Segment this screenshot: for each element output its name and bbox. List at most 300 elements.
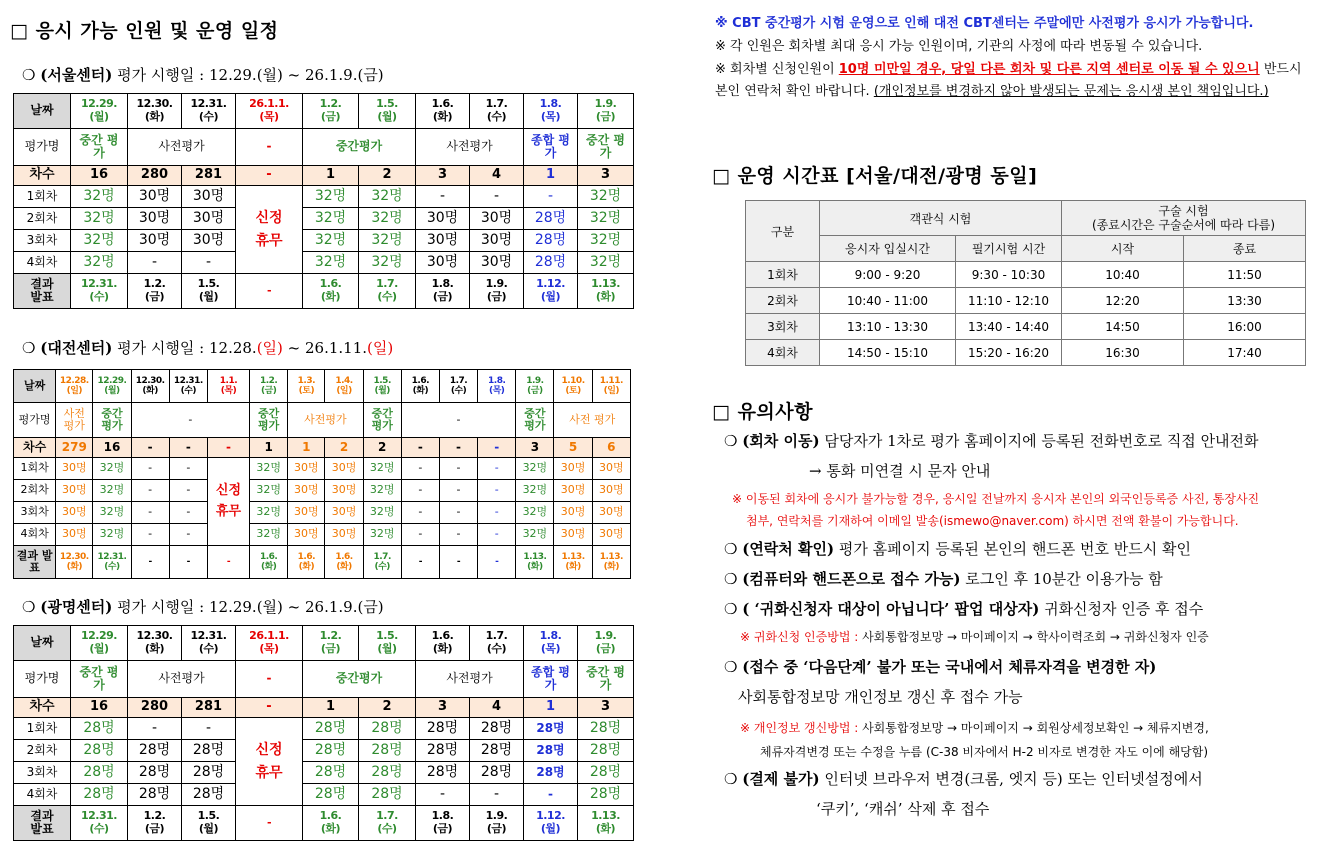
capacity-cell: 28명 — [71, 740, 128, 762]
date-cell-date: 1.5. — [376, 97, 398, 111]
capacity-cell: 32명 — [250, 502, 288, 524]
seoul-center-label: (서울센터) — [40, 66, 113, 84]
type-cell: 중간 평가 — [578, 129, 634, 166]
round-label: 1회차 — [14, 186, 71, 208]
gwangmyeong-title-line — [22, 596, 384, 617]
timetable-row — [746, 262, 1306, 288]
date-cell-date: 1.11. — [599, 375, 623, 386]
capacity-cell: 28명 — [524, 718, 578, 740]
date-cell — [71, 94, 128, 129]
capacity-cell: 28명 — [359, 762, 416, 784]
capacity-cell: 30명 — [128, 186, 182, 208]
capacity-cell: 30명 — [592, 502, 630, 524]
date-cell-weekday: (수) — [450, 386, 467, 396]
capacity-cell: 28명 — [524, 252, 578, 274]
result-cell-date: - — [266, 815, 272, 829]
capacity-cell: - — [478, 524, 516, 546]
capacity-cell: 30명 — [325, 502, 363, 524]
type-row — [14, 129, 634, 166]
caution-contact: ❍ (연락처 확인) 평가 홈페이지 등록된 본인의 핸드폰 번호 반드시 확인 — [724, 540, 1192, 558]
result-cell-weekday: (월) — [540, 822, 561, 835]
date-cell — [303, 94, 359, 129]
capacity-cell: 28명 — [470, 762, 524, 784]
result-cell-date: - — [266, 283, 272, 297]
result-cell — [416, 274, 470, 309]
round-label: 3회차 — [14, 762, 71, 784]
capacity-cell: 28명 — [416, 718, 470, 740]
capacity-cell: 30명 — [56, 480, 93, 502]
date-cell — [401, 370, 439, 403]
capacity-cell: 32명 — [93, 458, 131, 480]
date-cell — [128, 94, 182, 129]
result-cell-date: 1.6. — [335, 551, 353, 562]
result-cell — [236, 806, 303, 841]
cha-label: 차수 — [14, 698, 71, 718]
caution-round-move-text: 담당자가 1차로 평가 홈페이지에 등록된 전화번호로 직접 안내전화 — [819, 432, 1259, 450]
caution-naturalization: ❍ ( ‘귀화신청자 대상이 아닙니다’ 팝업 대상자) 귀화신청자 인증 후 접수 — [724, 600, 1204, 618]
date-cell-weekday: (수) — [180, 386, 197, 396]
capacity-cell: 32명 — [516, 502, 554, 524]
date-cell — [56, 370, 93, 403]
capacity-cell: 30명 — [416, 208, 470, 230]
result-cell-weekday: (월) — [540, 290, 561, 303]
cha-cell: 4 — [470, 166, 524, 186]
round-row — [14, 784, 634, 806]
result-cell-weekday: (금) — [432, 290, 453, 303]
result-label: 결과 발표 — [14, 546, 56, 579]
result-cell-weekday: (화) — [320, 290, 341, 303]
daejeon-period-a: 평가 시행일 : 12.28. — [117, 339, 257, 357]
result-cell — [359, 274, 416, 309]
result-cell-weekday: (화) — [565, 562, 581, 572]
capacity-cell: 32명 — [578, 252, 634, 274]
round-row — [14, 252, 634, 274]
capacity-cell: 32명 — [250, 480, 288, 502]
gwangmyeong-period: 평가 시행일 : 12.29.(월) ~ 26.1.9.(금) — [117, 598, 384, 616]
result-cell — [288, 546, 325, 579]
capacity-cell: - — [131, 458, 169, 480]
capacity-cell: 32명 — [93, 502, 131, 524]
date-cell-date: 26.1.1. — [249, 629, 289, 643]
capacity-cell: 32명 — [359, 208, 416, 230]
date-cell-weekday: (목) — [220, 386, 237, 396]
result-label: 결과 발표 — [14, 806, 71, 841]
capacity-cell: - — [131, 502, 169, 524]
result-cell-date: 1.6. — [259, 551, 278, 562]
result-cell-date: - — [186, 556, 190, 567]
type-row — [14, 661, 634, 698]
notice-capacity: ※ 각 인원은 회차별 최대 응시 가능 인원이며, 기관의 사정에 따라 변동될 수 있습니다. — [715, 38, 1203, 54]
result-cell — [207, 546, 249, 579]
result-cell-date: 1.12. — [536, 277, 565, 291]
capacity-cell: 32명 — [71, 186, 128, 208]
daejeon-period-b: (일) — [256, 339, 283, 357]
capacity-cell: - — [478, 502, 516, 524]
timetable-entry: 9:00 - 9:20 — [820, 262, 956, 288]
date-label: 날짜 — [14, 626, 71, 661]
timetable-row — [746, 340, 1306, 366]
cha-cell: 281 — [182, 166, 236, 186]
caution-next-step-note-path: 사회통합정보망 → 마이페이지 → 회원상세정보확인 → 체류지변경, — [862, 721, 1209, 735]
result-label: 결과 발표 — [14, 274, 71, 309]
type-row — [14, 403, 631, 438]
date-cell-date: 1.7. — [449, 375, 468, 386]
cha-cell: 3 — [416, 698, 470, 718]
round-label: 4회차 — [14, 784, 71, 806]
capacity-cell: 32명 — [303, 252, 359, 274]
date-cell — [288, 370, 325, 403]
date-cell-weekday: (금) — [527, 386, 543, 396]
capacity-cell: 32명 — [363, 502, 401, 524]
timetable-test: 15:20 - 16:20 — [956, 340, 1062, 366]
timetable-end: 11:50 — [1184, 262, 1306, 288]
result-cell-date: 12.31. — [81, 809, 117, 823]
caution-round-move-arrow: → 통화 미연결 시 문자 안내 — [809, 462, 991, 480]
result-cell-date: - — [148, 556, 152, 567]
round-label: 1회차 — [14, 718, 71, 740]
date-cell-weekday: (목) — [259, 110, 279, 123]
caution-refund-note-2: 첨부, 연락처를 기재하여 이메일 발송(ismewo@naver.com) 하시면 전액 환불이 가능합니다. — [746, 514, 1239, 528]
capacity-cell: 32명 — [578, 230, 634, 252]
date-cell-date: 1.9. — [594, 629, 617, 643]
result-cell — [470, 274, 524, 309]
result-cell-date: - — [226, 556, 231, 567]
bullet-icon: ❍ — [22, 598, 36, 616]
date-cell — [470, 94, 524, 129]
result-cell-weekday: (수) — [89, 822, 109, 835]
timetable-end: 16:00 — [1184, 314, 1306, 340]
result-cell-date: 1.13. — [523, 551, 547, 562]
timetable-col-test: 필기시험 시간 — [956, 236, 1062, 262]
date-cell — [236, 94, 303, 129]
round-row — [14, 524, 631, 546]
date-cell-date: 1.7. — [485, 97, 508, 111]
round-row — [14, 718, 634, 740]
daejeon-period-c: ~ 26.1.11. — [282, 339, 368, 357]
result-cell — [250, 546, 288, 579]
capacity-cell: 30명 — [592, 458, 630, 480]
result-cell-date: 1.7. — [376, 809, 398, 823]
type-cell: 중간평가 — [303, 129, 416, 166]
cha-cell: 4 — [470, 698, 524, 718]
result-cell — [524, 806, 578, 841]
capacity-cell: 32명 — [516, 524, 554, 546]
capacity-cell: 30명 — [56, 524, 93, 546]
type-cell: 중간평가 — [303, 661, 416, 698]
cha-cell: 5 — [554, 438, 592, 458]
result-cell-date: 1.7. — [376, 277, 398, 291]
date-row — [14, 626, 634, 661]
result-cell — [359, 806, 416, 841]
date-cell-date: 1.8. — [488, 375, 506, 386]
capacity-cell: 30명 — [288, 480, 325, 502]
caution-device-text: 로그인 후 10분간 이용가능 함 — [960, 570, 1163, 588]
round-label: 3회차 — [14, 502, 56, 524]
capacity-cell: 30명 — [470, 208, 524, 230]
result-cell-date: 1.13. — [561, 551, 585, 562]
capacity-cell: 30명 — [288, 458, 325, 480]
result-cell-weekday: (금) — [144, 822, 165, 835]
capacity-cell: 32명 — [93, 480, 131, 502]
capacity-cell: 30명 — [470, 252, 524, 274]
result-cell-date: - — [418, 556, 422, 567]
type-cell: - — [401, 403, 516, 438]
caution-contact-title: (연락처 확인) — [742, 540, 835, 558]
capacity-cell: - — [524, 186, 578, 208]
timetable-col-written: 객관식 시험 — [820, 201, 1062, 236]
capacity-cell: 32명 — [516, 458, 554, 480]
caution-naturalization-note-path: 사회통합정보망 → 마이페이지 → 학사이력조회 → 귀화신청자 인증 — [862, 630, 1209, 644]
cha-cell: - — [236, 166, 303, 186]
result-cell — [128, 274, 182, 309]
capacity-cell: 30명 — [554, 480, 592, 502]
date-cell — [524, 94, 578, 129]
result-cell — [416, 806, 470, 841]
date-cell-date: 1.2. — [259, 375, 278, 386]
date-cell-date: 1.4. — [335, 375, 353, 386]
capacity-cell: 28명 — [128, 740, 182, 762]
capacity-cell: 30명 — [288, 524, 325, 546]
caution-device-title: (컴퓨터와 핸드폰으로 접수 가능) — [742, 570, 961, 588]
result-cell — [169, 546, 207, 579]
notices — [715, 13, 1315, 104]
date-cell-date: 26.1.1. — [249, 97, 289, 111]
date-cell-date: 1.10. — [561, 375, 585, 386]
capacity-cell: - — [439, 458, 477, 480]
date-cell-date: 1.3. — [297, 375, 316, 386]
round-row — [14, 740, 634, 762]
timetable-entry: 14:50 - 15:10 — [820, 340, 956, 366]
cha-cell: 1 — [250, 438, 288, 458]
result-cell — [236, 274, 303, 309]
capacity-cell: 32명 — [363, 458, 401, 480]
caution-payment-text: 인터넷 브라우저 변경(크롬, 엣지 등) 또는 인터넷설정에서 — [819, 770, 1203, 788]
capacity-cell: - — [470, 186, 524, 208]
capacity-cell: 30명 — [128, 230, 182, 252]
timetable-col-start: 시작 — [1062, 236, 1184, 262]
capacity-cell: 28명 — [359, 784, 416, 806]
type-cell: 중간 평가 — [71, 129, 128, 166]
capacity-cell: 32명 — [71, 208, 128, 230]
type-cell: - — [236, 129, 303, 166]
holiday-cell: 신정 휴무 — [236, 186, 303, 274]
cha-cell: 1 — [303, 698, 359, 718]
capacity-cell: - — [416, 186, 470, 208]
date-cell-date: 1.6. — [431, 97, 454, 111]
type-label: 평가명 — [14, 403, 56, 438]
capacity-cell: - — [439, 524, 477, 546]
result-cell — [554, 546, 592, 579]
capacity-cell: 28명 — [71, 762, 128, 784]
result-row — [14, 546, 631, 579]
date-label: 날짜 — [14, 370, 56, 403]
capacity-cell: 28명 — [524, 230, 578, 252]
date-cell — [439, 370, 477, 403]
date-cell-weekday: (화) — [142, 386, 158, 396]
date-cell — [578, 626, 634, 661]
capacity-cell: 28명 — [303, 740, 359, 762]
date-cell-date: 12.30. — [135, 375, 165, 386]
capacity-cell: 30명 — [325, 524, 363, 546]
daejeon-center-label: (대전센터) — [40, 339, 113, 357]
capacity-cell: - — [478, 480, 516, 502]
result-cell-weekday: (수) — [89, 290, 109, 303]
result-cell-date: 1.6. — [297, 551, 316, 562]
date-cell — [416, 94, 470, 129]
result-cell — [71, 806, 128, 841]
capacity-cell: 28명 — [71, 718, 128, 740]
capacity-cell: 30명 — [416, 252, 470, 274]
date-cell-weekday: (금) — [320, 642, 341, 655]
timetable-label: 1회차 — [746, 262, 820, 288]
timetable-start: 16:30 — [1062, 340, 1184, 366]
capacity-cell: - — [128, 252, 182, 274]
capacity-cell: - — [478, 458, 516, 480]
result-cell-date: 1.2. — [143, 809, 166, 823]
result-cell-date: 1.9. — [485, 277, 508, 291]
timetable-test: 9:30 - 10:30 — [956, 262, 1062, 288]
cha-cell: 2 — [363, 438, 401, 458]
date-cell — [359, 94, 416, 129]
capacity-cell: - — [416, 784, 470, 806]
result-cell-date: 1.5. — [197, 277, 220, 291]
date-row — [14, 370, 631, 403]
date-cell-date: 1.8. — [539, 629, 562, 643]
date-cell-weekday: (월) — [104, 386, 120, 396]
type-cell: 사전평가 — [416, 129, 524, 166]
cha-cell: - — [169, 438, 207, 458]
date-cell — [182, 626, 236, 661]
type-cell: 중간 평가 — [250, 403, 288, 438]
type-cell: 중간 평가 — [363, 403, 401, 438]
date-cell-date: 12.29. — [81, 629, 117, 643]
cha-cell: 3 — [578, 166, 634, 186]
capacity-cell: 32명 — [578, 208, 634, 230]
capacity-cell: - — [182, 252, 236, 274]
notice-move-prefix: ※ 회차별 신청인원이 — [715, 61, 839, 77]
capacity-cell: 28명 — [470, 740, 524, 762]
round-row — [14, 762, 634, 784]
result-cell-weekday: (화) — [603, 562, 620, 572]
caution-next-step-text: 사회통합정보망 개인정보 갱신 후 접수 가능 — [738, 688, 1023, 706]
cha-cell: 16 — [93, 438, 131, 458]
date-cell-date: 12.31. — [190, 97, 227, 111]
timetable-col-oral-title: 구술 시험 — [1158, 203, 1209, 218]
date-cell-weekday: (월) — [377, 642, 397, 655]
capacity-cell: - — [401, 502, 439, 524]
date-cell — [250, 370, 288, 403]
capacity-cell: - — [439, 502, 477, 524]
round-row — [14, 186, 634, 208]
capacity-cell: 32명 — [303, 230, 359, 252]
capacity-cell: - — [401, 480, 439, 502]
date-cell — [516, 370, 554, 403]
round-row — [14, 480, 631, 502]
cha-row — [14, 698, 634, 718]
caution-payment-title: (결제 불가) — [742, 770, 820, 788]
round-row — [14, 230, 634, 252]
round-row — [14, 502, 631, 524]
date-cell-weekday: (수) — [198, 642, 219, 655]
gwangmyeong-schedule-table — [13, 625, 634, 841]
gwangmyeong-center-label: (광명센터) — [40, 598, 113, 616]
caution-next-step-note-label: ※ 개인정보 갱신방법 : — [740, 721, 863, 735]
type-cell: 사전평가 — [288, 403, 363, 438]
capacity-cell: 32명 — [250, 458, 288, 480]
date-cell-weekday: (금) — [260, 386, 277, 396]
result-cell — [182, 274, 236, 309]
cha-cell: 3 — [516, 438, 554, 458]
capacity-cell: 32명 — [359, 230, 416, 252]
timetable-end: 13:30 — [1184, 288, 1306, 314]
capacity-cell: 28명 — [182, 784, 236, 806]
daejeon-schedule-table — [13, 369, 631, 579]
result-cell-date: 1.5. — [197, 809, 220, 823]
date-cell — [128, 626, 182, 661]
type-cell: 중간 평가 — [516, 403, 554, 438]
date-cell-date: 12.30. — [136, 629, 173, 643]
result-cell-weekday: (화) — [527, 562, 543, 572]
cha-cell: - — [478, 438, 516, 458]
capacity-cell: - — [401, 524, 439, 546]
result-cell-date: 1.13. — [591, 277, 620, 291]
caution-next-step-note — [724, 716, 1324, 764]
result-cell — [578, 274, 634, 309]
caution-payment-text-2: ‘쿠키’, ‘캐쉬’ 삭제 후 접수 — [816, 800, 990, 818]
result-cell-date: 1.8. — [431, 277, 454, 291]
result-cell-weekday: (금) — [432, 822, 453, 835]
capacity-cell: - — [169, 502, 207, 524]
result-cell — [363, 546, 401, 579]
result-cell-weekday: (수) — [104, 562, 120, 572]
result-cell — [524, 274, 578, 309]
timetable-label: 3회차 — [746, 314, 820, 340]
capacity-cell: 28명 — [359, 718, 416, 740]
date-cell — [416, 626, 470, 661]
cha-label: 차수 — [14, 166, 71, 186]
result-cell — [439, 546, 477, 579]
capacity-cell: 28명 — [470, 718, 524, 740]
capacity-cell: 30명 — [288, 502, 325, 524]
notice-move — [715, 59, 1315, 105]
caution-round-move-title: (회차 이동) — [742, 432, 820, 450]
capacity-cell: 32명 — [71, 252, 128, 274]
capacity-cell: 32명 — [250, 524, 288, 546]
date-cell — [303, 626, 359, 661]
capacity-cell: 28명 — [303, 762, 359, 784]
result-cell-date: - — [456, 556, 461, 567]
cha-cell: 2 — [325, 438, 363, 458]
timetable-start: 10:40 — [1062, 262, 1184, 288]
date-cell-date: 1.6. — [411, 375, 430, 386]
caution-contact-text: 평가 홈페이지 등록된 본인의 핸드폰 번호 반드시 확인 — [834, 540, 1192, 558]
caution-refund-note — [724, 488, 1324, 532]
type-cell: 중간 평가 — [71, 661, 128, 698]
cautions-heading: □ 유의사항 — [712, 401, 813, 423]
cha-cell: 2 — [359, 698, 416, 718]
round-row — [14, 208, 634, 230]
cha-cell: 1 — [524, 698, 578, 718]
capacity-cell: 28명 — [303, 718, 359, 740]
timetable-col-oral-sub: (종료시간은 구술순서에 따라 다름) — [1091, 218, 1276, 232]
cha-cell: - — [207, 438, 249, 458]
type-cell: 사전평가 — [128, 661, 236, 698]
timetable-entry: 10:40 - 11:00 — [820, 288, 956, 314]
date-cell-weekday: (화) — [412, 386, 429, 396]
cha-cell: 1 — [288, 438, 325, 458]
date-cell-date: 1.2. — [319, 97, 342, 111]
round-label: 2회차 — [14, 740, 71, 762]
